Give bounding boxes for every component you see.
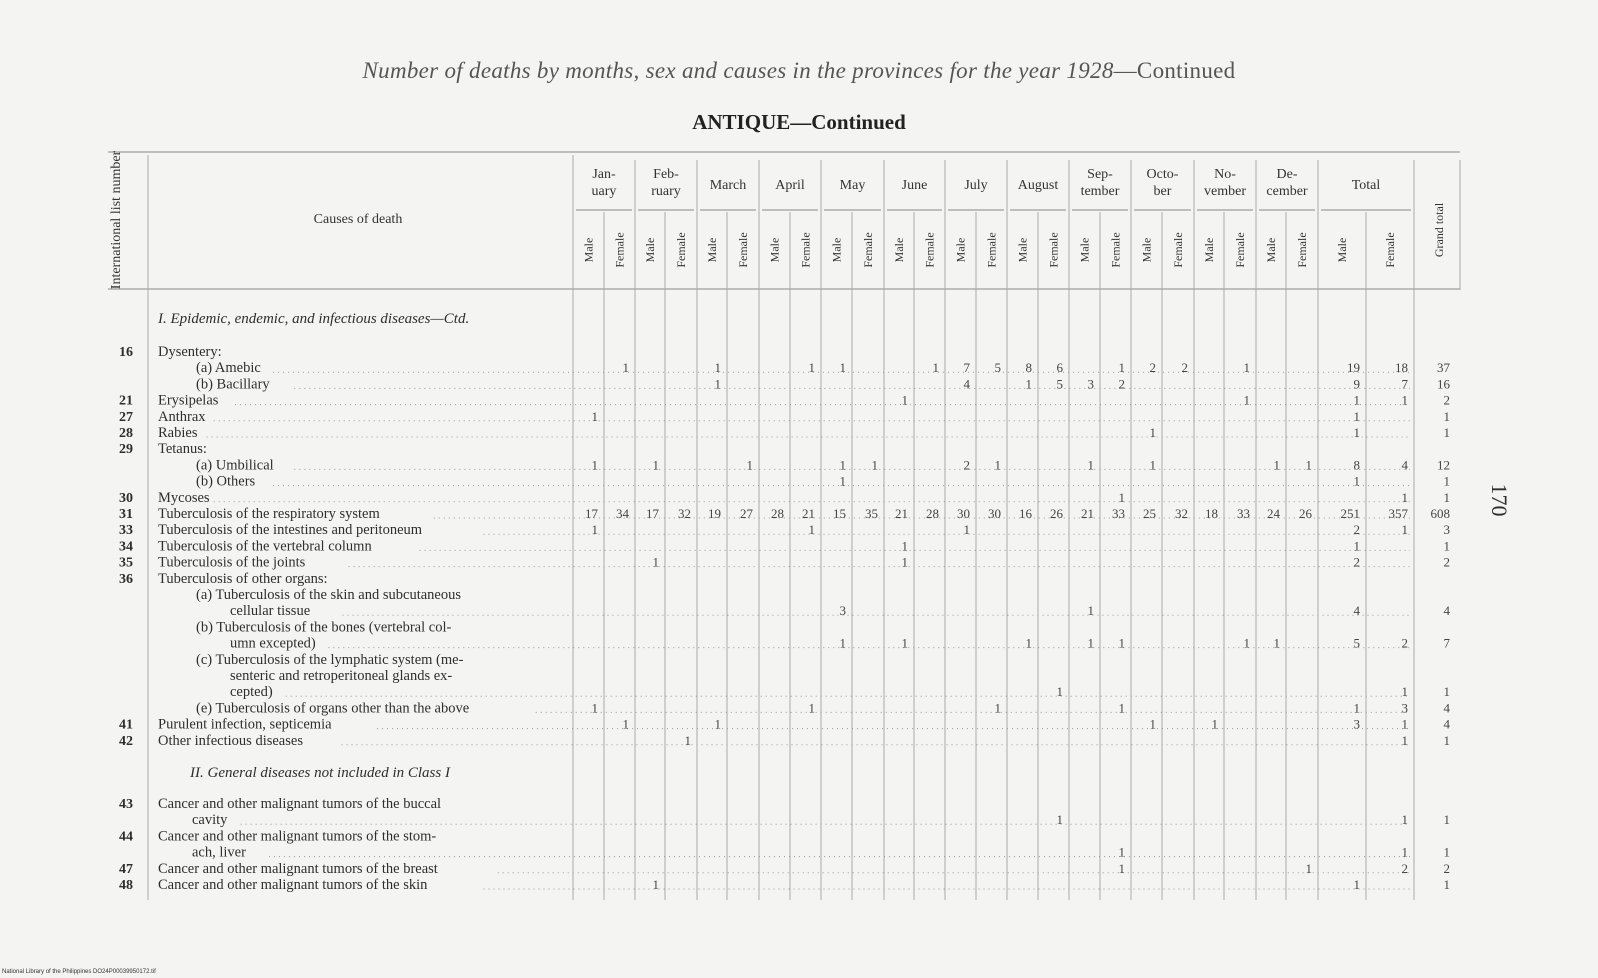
cell-value: 5 xyxy=(1353,635,1360,651)
cell-value: 21 xyxy=(1081,506,1094,521)
male-header: Male xyxy=(705,237,719,263)
month-header: vember xyxy=(1204,184,1246,199)
cell-value: 1 xyxy=(1443,877,1450,892)
female-header: Female xyxy=(736,232,750,268)
cell-value: 8 xyxy=(1025,360,1032,376)
cell-value: 1 xyxy=(1443,844,1450,860)
male-header: Male xyxy=(1139,237,1154,263)
cell-value: 19 xyxy=(708,506,721,521)
cell-value: 12 xyxy=(1437,457,1450,473)
title-text: Number of deaths by months, sex and causes in the provinces for the year 1928 xyxy=(362,58,1114,83)
page-number: 170 xyxy=(1487,483,1512,517)
female-header: Female xyxy=(674,232,688,268)
cell-value: 1 xyxy=(1353,538,1360,554)
month-header: August xyxy=(1017,178,1059,193)
cell-value: 30 xyxy=(957,506,970,521)
cell-value: 1 xyxy=(1118,489,1125,505)
cause-label: Cancer and other malignant tumors of the skin xyxy=(158,877,428,893)
cell-value: 1 xyxy=(901,538,908,554)
cell-value: 1 xyxy=(839,635,846,651)
cell-value: 26 xyxy=(1050,506,1063,521)
male-header: Male xyxy=(1015,237,1030,263)
cause-label: Dysentery: xyxy=(158,344,222,360)
cell-value: 3 xyxy=(1443,522,1450,538)
cell-value: 1 xyxy=(1443,684,1450,700)
cell-value: 1 xyxy=(901,392,908,408)
cell-value: 1 xyxy=(714,360,721,376)
cell-value: 608 xyxy=(1430,506,1450,521)
cell-value: 15 xyxy=(833,506,846,521)
cell-value: 26 xyxy=(1299,506,1312,521)
cause-label: cellular tissue xyxy=(230,603,311,620)
cause-label: (b) Tuberculosis of the bones (vertebral col- xyxy=(196,619,452,636)
cell-value: 1 xyxy=(1149,716,1156,732)
cause-label: Mycoses xyxy=(158,489,210,506)
cell-value: 18 xyxy=(1205,506,1218,521)
cell-value: 3 xyxy=(839,603,846,619)
causes-header: Causes of death xyxy=(313,212,403,227)
male-header: Male xyxy=(1202,237,1216,263)
month-header: tember xyxy=(1080,184,1120,199)
cell-value: 9 xyxy=(1353,376,1360,392)
cell-value: 1 xyxy=(591,457,598,473)
male-header: Male xyxy=(643,237,657,263)
cell-value: 1 xyxy=(901,554,908,570)
male-header: Male xyxy=(1335,237,1349,263)
cell-value: 30 xyxy=(988,506,1001,521)
cell-value: 32 xyxy=(678,506,691,521)
female-header: Female xyxy=(1295,232,1309,268)
cell-value: 1 xyxy=(684,732,691,748)
female-header: Female xyxy=(1171,232,1185,268)
male-header: Male xyxy=(953,237,968,263)
list-number: 28 xyxy=(119,426,133,441)
cell-value: 2 xyxy=(1401,860,1408,876)
female-header: Female xyxy=(1046,232,1061,268)
cell-value: 1 xyxy=(1353,408,1360,424)
cause-label: Tuberculosis of the vertebral column xyxy=(158,538,372,555)
scan-footer: National Library of the Philippines DO24P00039950172.tif xyxy=(2,969,156,975)
cell-value: 1 xyxy=(1353,877,1360,892)
cell-value: 27 xyxy=(740,506,753,521)
cell-value: 33 xyxy=(1112,506,1125,521)
cell-value: 1 xyxy=(808,522,815,538)
cell-value: 1 xyxy=(1401,684,1408,700)
female-header: Female xyxy=(922,232,937,268)
list-number: 44 xyxy=(119,829,133,845)
cause-label: Anthrax xyxy=(158,408,206,425)
cell-value: 1 xyxy=(1443,425,1450,440)
cell-value: 1 xyxy=(591,522,598,538)
cause-label: Tuberculosis of the joints xyxy=(158,554,306,571)
cell-value: 1 xyxy=(1353,392,1360,408)
cell-value: 21 xyxy=(895,506,908,521)
cell-value: 4 xyxy=(1443,716,1450,732)
cause-label: ach, liver xyxy=(192,844,246,861)
list-number: 27 xyxy=(119,409,133,425)
cell-value: 2 xyxy=(1149,360,1156,376)
cell-value: 3 xyxy=(1401,700,1408,716)
cause-label: cepted) xyxy=(230,684,273,701)
list-number: 29 xyxy=(119,442,133,458)
list-number: 41 xyxy=(119,717,133,733)
month-header: ruary xyxy=(651,184,681,199)
cell-value: 1 xyxy=(1443,473,1450,489)
cell-value: 1 xyxy=(1401,522,1408,538)
cell-value: 4 xyxy=(1443,603,1450,619)
cell-value: 2 xyxy=(1443,860,1450,876)
list-number: 33 xyxy=(119,523,133,539)
male-header: Male xyxy=(1077,237,1092,263)
month-header: Octo- xyxy=(1146,167,1179,182)
cell-value: 4 xyxy=(963,376,970,392)
cell-value: 1 xyxy=(1118,635,1125,651)
cell-value: 2 xyxy=(1181,360,1188,376)
cause-label: Tuberculosis of the respiratory system xyxy=(158,506,380,522)
cell-value: 1 xyxy=(839,473,846,489)
section-heading: I. Epidemic, endemic, and infectious diseases—Ctd. xyxy=(158,311,470,327)
cell-value: 1 xyxy=(932,360,939,376)
cause-label: (a) Amebic xyxy=(196,360,261,377)
cell-value: 1 xyxy=(1305,457,1312,473)
cell-value: 1 xyxy=(994,700,1001,716)
cell-value: 4 xyxy=(1353,603,1360,619)
cell-value: 1 xyxy=(839,457,846,473)
cell-value: 1 xyxy=(1401,732,1408,748)
cell-value: 1 xyxy=(1401,844,1408,860)
month-header: March xyxy=(709,178,747,193)
male-header: Male xyxy=(581,237,596,263)
list-number: 47 xyxy=(119,861,133,877)
cell-value: 6 xyxy=(1056,360,1063,376)
list-number: 35 xyxy=(119,555,133,571)
cell-value: 1 xyxy=(622,716,629,732)
male-header: Male xyxy=(829,237,844,263)
cell-value: 1 xyxy=(1401,392,1408,408)
cell-value: 1 xyxy=(1118,844,1125,860)
cause-label: Purulent infection, septicemia xyxy=(158,716,332,733)
cell-value: 1 xyxy=(901,635,908,651)
month-header: July xyxy=(964,178,988,193)
cell-value: 16 xyxy=(1019,506,1032,521)
cell-value: 1 xyxy=(994,457,1001,473)
month-header: uary xyxy=(591,184,617,199)
cell-value: 1 xyxy=(1443,732,1450,748)
intl-number-header: International list number xyxy=(109,150,124,290)
cell-value: 1 xyxy=(1118,360,1125,376)
cause-label: Cancer and other malignant tumors of the buccal xyxy=(158,796,442,812)
cell-value: 1 xyxy=(591,408,598,424)
month-header: April xyxy=(775,178,805,193)
cause-label: Cancer and other malignant tumors of the stom- xyxy=(158,828,437,845)
cell-value: 1 xyxy=(1401,812,1408,828)
cell-value: 1 xyxy=(839,360,846,376)
male-header: Male xyxy=(892,237,906,263)
month-header: Sep- xyxy=(1087,167,1113,182)
female-header: Female xyxy=(798,232,813,268)
cell-value: 1 xyxy=(1443,812,1450,828)
cell-value: 1 xyxy=(652,554,659,570)
list-number: 43 xyxy=(119,797,133,812)
list-number: 48 xyxy=(119,878,133,893)
cell-value: 1 xyxy=(622,360,629,376)
cell-value: 2 xyxy=(1443,554,1450,570)
cell-value: 33 xyxy=(1237,506,1250,521)
cell-value: 16 xyxy=(1437,376,1450,392)
cell-value: 1 xyxy=(1443,489,1450,505)
cell-value: 7 xyxy=(963,360,970,376)
cause-label: Other infectious diseases xyxy=(158,732,303,749)
cell-value: 1 xyxy=(1243,360,1250,376)
list-number: 31 xyxy=(119,507,133,522)
cell-value: 1 xyxy=(1056,684,1063,700)
cell-value: 1 xyxy=(963,522,970,538)
cause-label: (e) Tuberculosis of organs other than the above xyxy=(196,700,470,717)
cell-value: 1 xyxy=(1243,635,1250,651)
cell-value: 1 xyxy=(1149,425,1156,440)
cell-value: 3 xyxy=(1087,376,1094,392)
cause-label: (a) Umbilical xyxy=(196,457,274,474)
section-heading: II. General diseases not included in Class I xyxy=(190,765,450,781)
cell-value: 2 xyxy=(1443,392,1450,408)
cell-value: 24 xyxy=(1267,506,1280,521)
cell-value: 1 xyxy=(1353,473,1360,489)
province-heading: ANTIQUE—Continued xyxy=(692,110,906,134)
cause-label: (a) Tuberculosis of the skin and subcutaneous xyxy=(196,587,461,603)
cell-value: 1 xyxy=(1118,700,1125,716)
title-continued: —Continued xyxy=(1113,58,1236,83)
cell-value: 2 xyxy=(1401,635,1408,651)
cause-label: (c) Tuberculosis of the lymphatic system (me- xyxy=(196,651,464,668)
cell-value: 2 xyxy=(1353,522,1360,538)
female-header: Female xyxy=(1233,232,1247,268)
cell-value: 1 xyxy=(652,877,659,892)
cause-label: Tuberculosis of the intestines and peritoneum xyxy=(158,522,423,539)
cell-value: 1 xyxy=(591,700,598,716)
female-header: Female xyxy=(1383,232,1397,268)
list-number: 30 xyxy=(119,490,133,506)
list-number: 42 xyxy=(119,733,133,749)
cell-value: 32 xyxy=(1175,506,1188,521)
cell-value: 1 xyxy=(746,457,753,473)
cell-value: 1 xyxy=(1243,392,1250,408)
male-header: Male xyxy=(767,237,782,263)
cell-value: 1 xyxy=(714,376,721,392)
grand-total-header: Grand total xyxy=(1432,202,1446,258)
cell-value: 1 xyxy=(1056,812,1063,828)
cause-label: umn excepted) xyxy=(230,635,316,652)
cell-value: 19 xyxy=(1347,360,1360,376)
list-number: 36 xyxy=(119,571,133,587)
cell-value: 1 xyxy=(1025,376,1032,392)
month-header: ber xyxy=(1153,184,1172,199)
cell-value: 1 xyxy=(1087,635,1094,651)
cell-value: 1 xyxy=(1273,635,1280,651)
cell-value: 18 xyxy=(1395,360,1408,376)
cell-value: 1 xyxy=(1353,425,1360,440)
cell-value: 2 xyxy=(963,457,970,473)
cell-value: 1 xyxy=(714,716,721,732)
cell-value: 7 xyxy=(1443,635,1450,651)
cause-label: Tuberculosis of other organs: xyxy=(158,570,328,587)
cell-value: 35 xyxy=(865,506,878,521)
cell-value: 7 xyxy=(1401,376,1408,392)
month-header: cember xyxy=(1266,184,1308,199)
cell-value: 1 xyxy=(1087,457,1094,473)
cell-value: 1 xyxy=(871,457,878,473)
month-header: De- xyxy=(1276,167,1298,182)
female-header: Female xyxy=(612,232,627,268)
cell-value: 37 xyxy=(1437,360,1450,376)
cell-value: 1 xyxy=(1401,489,1408,505)
female-header: Female xyxy=(861,232,875,268)
month-header: June xyxy=(901,178,928,193)
cell-value: 21 xyxy=(802,506,815,521)
female-header: Female xyxy=(984,232,999,268)
cell-value: 1 xyxy=(808,700,815,716)
cell-value: 1 xyxy=(1149,457,1156,473)
cell-value: 1 xyxy=(1305,860,1312,876)
cause-label: Tetanus: xyxy=(158,441,207,458)
total-header: Total xyxy=(1351,178,1381,193)
cell-value: 5 xyxy=(994,360,1001,376)
cell-value: 1 xyxy=(1118,860,1125,876)
cell-value: 1 xyxy=(1087,603,1094,619)
cell-value: 17 xyxy=(585,506,598,521)
month-header: May xyxy=(839,178,866,193)
cause-label: Cancer and other malignant tumors of the breast xyxy=(158,860,438,877)
cause-label: senteric and retroperitoneal glands ex- xyxy=(230,668,453,684)
cell-value: 1 xyxy=(1401,716,1408,732)
female-header: Female xyxy=(1108,232,1123,268)
male-header: Male xyxy=(1264,237,1278,263)
cell-value: 1 xyxy=(1211,716,1218,732)
cause-label: cavity xyxy=(192,812,228,829)
month-header: Jan- xyxy=(592,167,616,182)
cause-label: (b) Others xyxy=(196,473,256,490)
cell-value: 28 xyxy=(926,506,939,521)
cell-value: 5 xyxy=(1056,376,1063,392)
cell-value: 1 xyxy=(1273,457,1280,473)
month-header: No- xyxy=(1214,167,1236,182)
cause-label: Erysipelas xyxy=(158,392,219,409)
cell-value: 251 xyxy=(1340,506,1360,521)
cell-value: 1 xyxy=(1025,635,1032,651)
cell-value: 2 xyxy=(1118,376,1125,392)
cell-value: 2 xyxy=(1353,554,1360,570)
cell-value: 4 xyxy=(1401,457,1408,473)
cell-value: 17 xyxy=(646,506,659,521)
cell-value: 34 xyxy=(616,506,629,521)
list-number: 21 xyxy=(119,393,133,409)
list-number: 16 xyxy=(119,345,133,360)
cause-label: (b) Bacillary xyxy=(196,376,270,393)
cell-value: 1 xyxy=(652,457,659,473)
cell-value: 4 xyxy=(1443,700,1450,716)
cell-value: 357 xyxy=(1388,506,1408,521)
month-header: Feb- xyxy=(653,167,679,182)
cell-value: 1 xyxy=(1443,538,1450,554)
cell-value: 1 xyxy=(1353,700,1360,716)
cell-value: 28 xyxy=(771,506,784,521)
cell-value: 1 xyxy=(1443,408,1450,424)
cause-label: Rabies xyxy=(158,425,198,441)
list-number: 34 xyxy=(119,539,133,555)
cell-value: 25 xyxy=(1143,506,1156,521)
cell-value: 3 xyxy=(1353,716,1360,732)
cell-value: 8 xyxy=(1353,457,1360,473)
cell-value: 1 xyxy=(808,360,815,376)
